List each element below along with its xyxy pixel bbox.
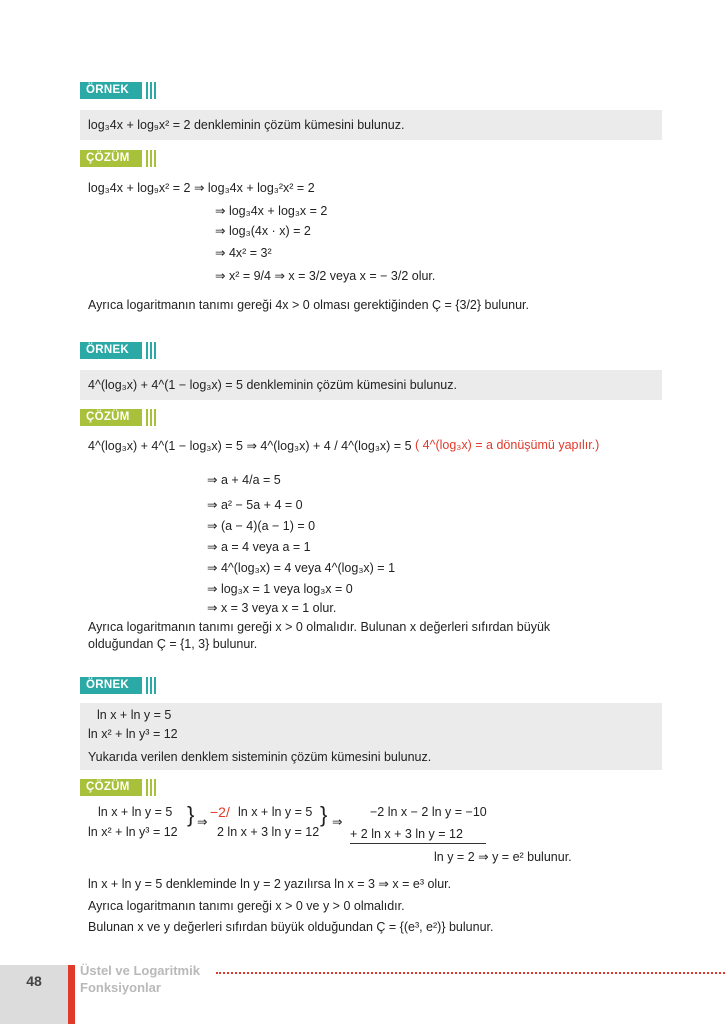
sum-equation: + 2 ln x + 3 ln y = 12 — [350, 827, 463, 841]
solution-label: ÇÖZÜM — [80, 779, 142, 796]
footer-dotted-rule — [216, 972, 725, 974]
step: ⇒ log₃4x + log₃x = 2 — [215, 204, 328, 218]
equation: ln x + ln y = 5 — [97, 708, 172, 722]
textbook-page: ÖRNEK log₃4x + log₉x² = 2 denkleminin çözüm kümesini bulunuz. ÇÖZÜM log₃4x + log₉x² = 2 ⇒ log₃4x + log₃²x² = 2 ⇒ log₃4x + log₃x = 2 ⇒ log₃(4x · x) = 2 ⇒ 4x² = 3² ⇒ x² = 9/4 ⇒ x = 3/2 veya x = − 3/2 olur. Ayrıca logaritmanın tanımı gereği 4x > 0 olması gerektiğinden Ç = {3/2} bulunur. ÖRNEK 4^(log₃x) + 4^(1 − log₃x) = 5 denkleminin çözüm kümesini bulunuz. ÇÖZÜM 4^(log₃x) + 4^(1 − log₃x) = 5 ⇒ 4^(log₃x) + 4 / 4^(log₃x) = 5 ( 4^(log₃x) = a dönüşümü yapılır.) ⇒ a + 4/a = 5 ⇒ a² − 5a + 4 = 0 ⇒ (a − 4)(a − 1) = 0 ⇒ a = 4 veya a = 1 ⇒ 4^(log₃x) = 4 veya 4^(log₃x) = 1 ⇒ log₃x = 1 veya log₃x = 0 ⇒ x = 3 veya x = 1 olur. Ayrıca logaritmanın tanımı gereği x > 0 olmalıdır. Bulunan x değerleri sıfırdan büyük olduğundan Ç = {1, 3} bulunur. ÖRNEK ln x + ln y = 5 ln x² + ln y³ = 12 Yukarıda verilen denklem sisteminin çözüm kümesini bulunuz. ÇÖZÜM ln x + ln y = 5 ln x² + ln y³ = 12 } ⇒ −2/ ln x + ln y = 5 2 ln x + 3 ln y = 12 } ⇒ −2 ln x − 2 ln y = −10 + 2 ln x + 3 ln y = 12 ln y = 2 ⇒ y = e² bulunur. ln x + ln y = 5 denkleminde ln y = 2 yazılırsa ln x = 3 ⇒ x = e³ olur. Ayrıca logaritmanın tanımı gereği x > 0 ve y > 0 olmalıdır. Bulunan x ve y değerleri sıfırdan büyük olduğundan Ç = {(e³, e²)} bulunur. 48 Üstel ve Logaritmik Fonksiyonlar — [0, 0, 725, 1024]
question-text: Yukarıda verilen denklem sisteminin çözüm kümesini bulunuz. — [88, 750, 432, 764]
sum-line — [350, 843, 486, 844]
question-box — [80, 110, 662, 140]
page-number: 48 — [0, 965, 68, 1024]
step: ⇒ a + 4/a = 5 — [207, 473, 281, 487]
conclusion: Ayrıca logaritmanın tanımı gereği x > 0 ve y > 0 olmalıdır. — [88, 899, 405, 913]
system-equation: ln x + ln y = 5 — [238, 805, 313, 819]
system-equation: ln x² + ln y³ = 12 — [88, 825, 178, 839]
example-label: ÖRNEK — [80, 342, 142, 359]
example-label: ÖRNEK — [80, 82, 142, 99]
conclusion: Bulunan x ve y değerleri sıfırdan büyük olduğundan Ç = {(e³, e²)} bulunur. — [88, 920, 494, 934]
step: ⇒ x = 3 veya x = 1 olur. — [207, 601, 337, 615]
solution-label: ÇÖZÜM — [80, 150, 142, 167]
step: log₃4x + log₉x² = 2 ⇒ log₃4x + log₃²x² = 2 — [88, 181, 315, 195]
step: ⇒ a² − 5a + 4 = 0 — [207, 498, 303, 512]
step: 4^(log₃x) + 4^(1 − log₃x) = 5 ⇒ 4^(log₃x) + 4 / 4^(log₃x) = 5 — [88, 439, 412, 453]
solution-label: ÇÖZÜM — [80, 409, 142, 426]
conclusion: Ayrıca logaritmanın tanımı gereği x > 0 olmalıdır. Bulunan x değerleri sıfırdan büyük — [88, 620, 551, 634]
step: ⇒ (a − 4)(a − 1) = 0 — [207, 519, 316, 533]
substitution-note: ( 4^(log₃x) = a dönüşümü yapılır.) — [415, 438, 600, 452]
step: ⇒ log₃(4x · x) = 2 — [215, 224, 311, 238]
step: ⇒ a = 4 veya a = 1 — [207, 540, 311, 554]
equation: ln x² + ln y³ = 12 — [88, 727, 178, 741]
result: ln y = 2 ⇒ y = e² bulunur. — [434, 850, 572, 864]
question-text: log₃4x + log₉x² = 2 denkleminin çözüm kümesini bulunuz. — [88, 118, 405, 132]
step: ⇒ 4^(log₃x) = 4 veya 4^(log₃x) = 1 — [207, 561, 396, 575]
step: ⇒ 4x² = 3² — [215, 246, 272, 260]
conclusion: Ayrıca logaritmanın tanımı gereği 4x > 0 olması gerektiğinden Ç = {3/2} bulunur. — [88, 298, 530, 312]
chapter-title: Üstel ve Logaritmik — [80, 963, 200, 978]
question-box — [80, 703, 662, 770]
sum-equation: −2 ln x − 2 ln y = −10 — [370, 805, 487, 819]
footer-accent — [68, 965, 75, 1024]
step: ⇒ x² = 9/4 ⇒ x = 3/2 veya x = − 3/2 olur. — [215, 269, 436, 283]
multiplier: −2/ — [210, 804, 230, 820]
conclusion: olduğundan Ç = {1, 3} bulunur. — [88, 637, 258, 651]
question-box — [80, 370, 662, 400]
conclusion: ln x + ln y = 5 denkleminde ln y = 2 yazılırsa ln x = 3 ⇒ x = e³ olur. — [88, 877, 452, 891]
system-equation: 2 ln x + 3 ln y = 12 — [217, 825, 320, 839]
question-text: 4^(log₃x) + 4^(1 − log₃x) = 5 denkleminin çözüm kümesini bulunuz. — [88, 378, 457, 392]
system-equation: ln x + ln y = 5 — [98, 805, 173, 819]
step: ⇒ log₃x = 1 veya log₃x = 0 — [207, 582, 353, 596]
example-label: ÖRNEK — [80, 677, 142, 694]
chapter-title: Fonksiyonlar — [80, 980, 161, 995]
